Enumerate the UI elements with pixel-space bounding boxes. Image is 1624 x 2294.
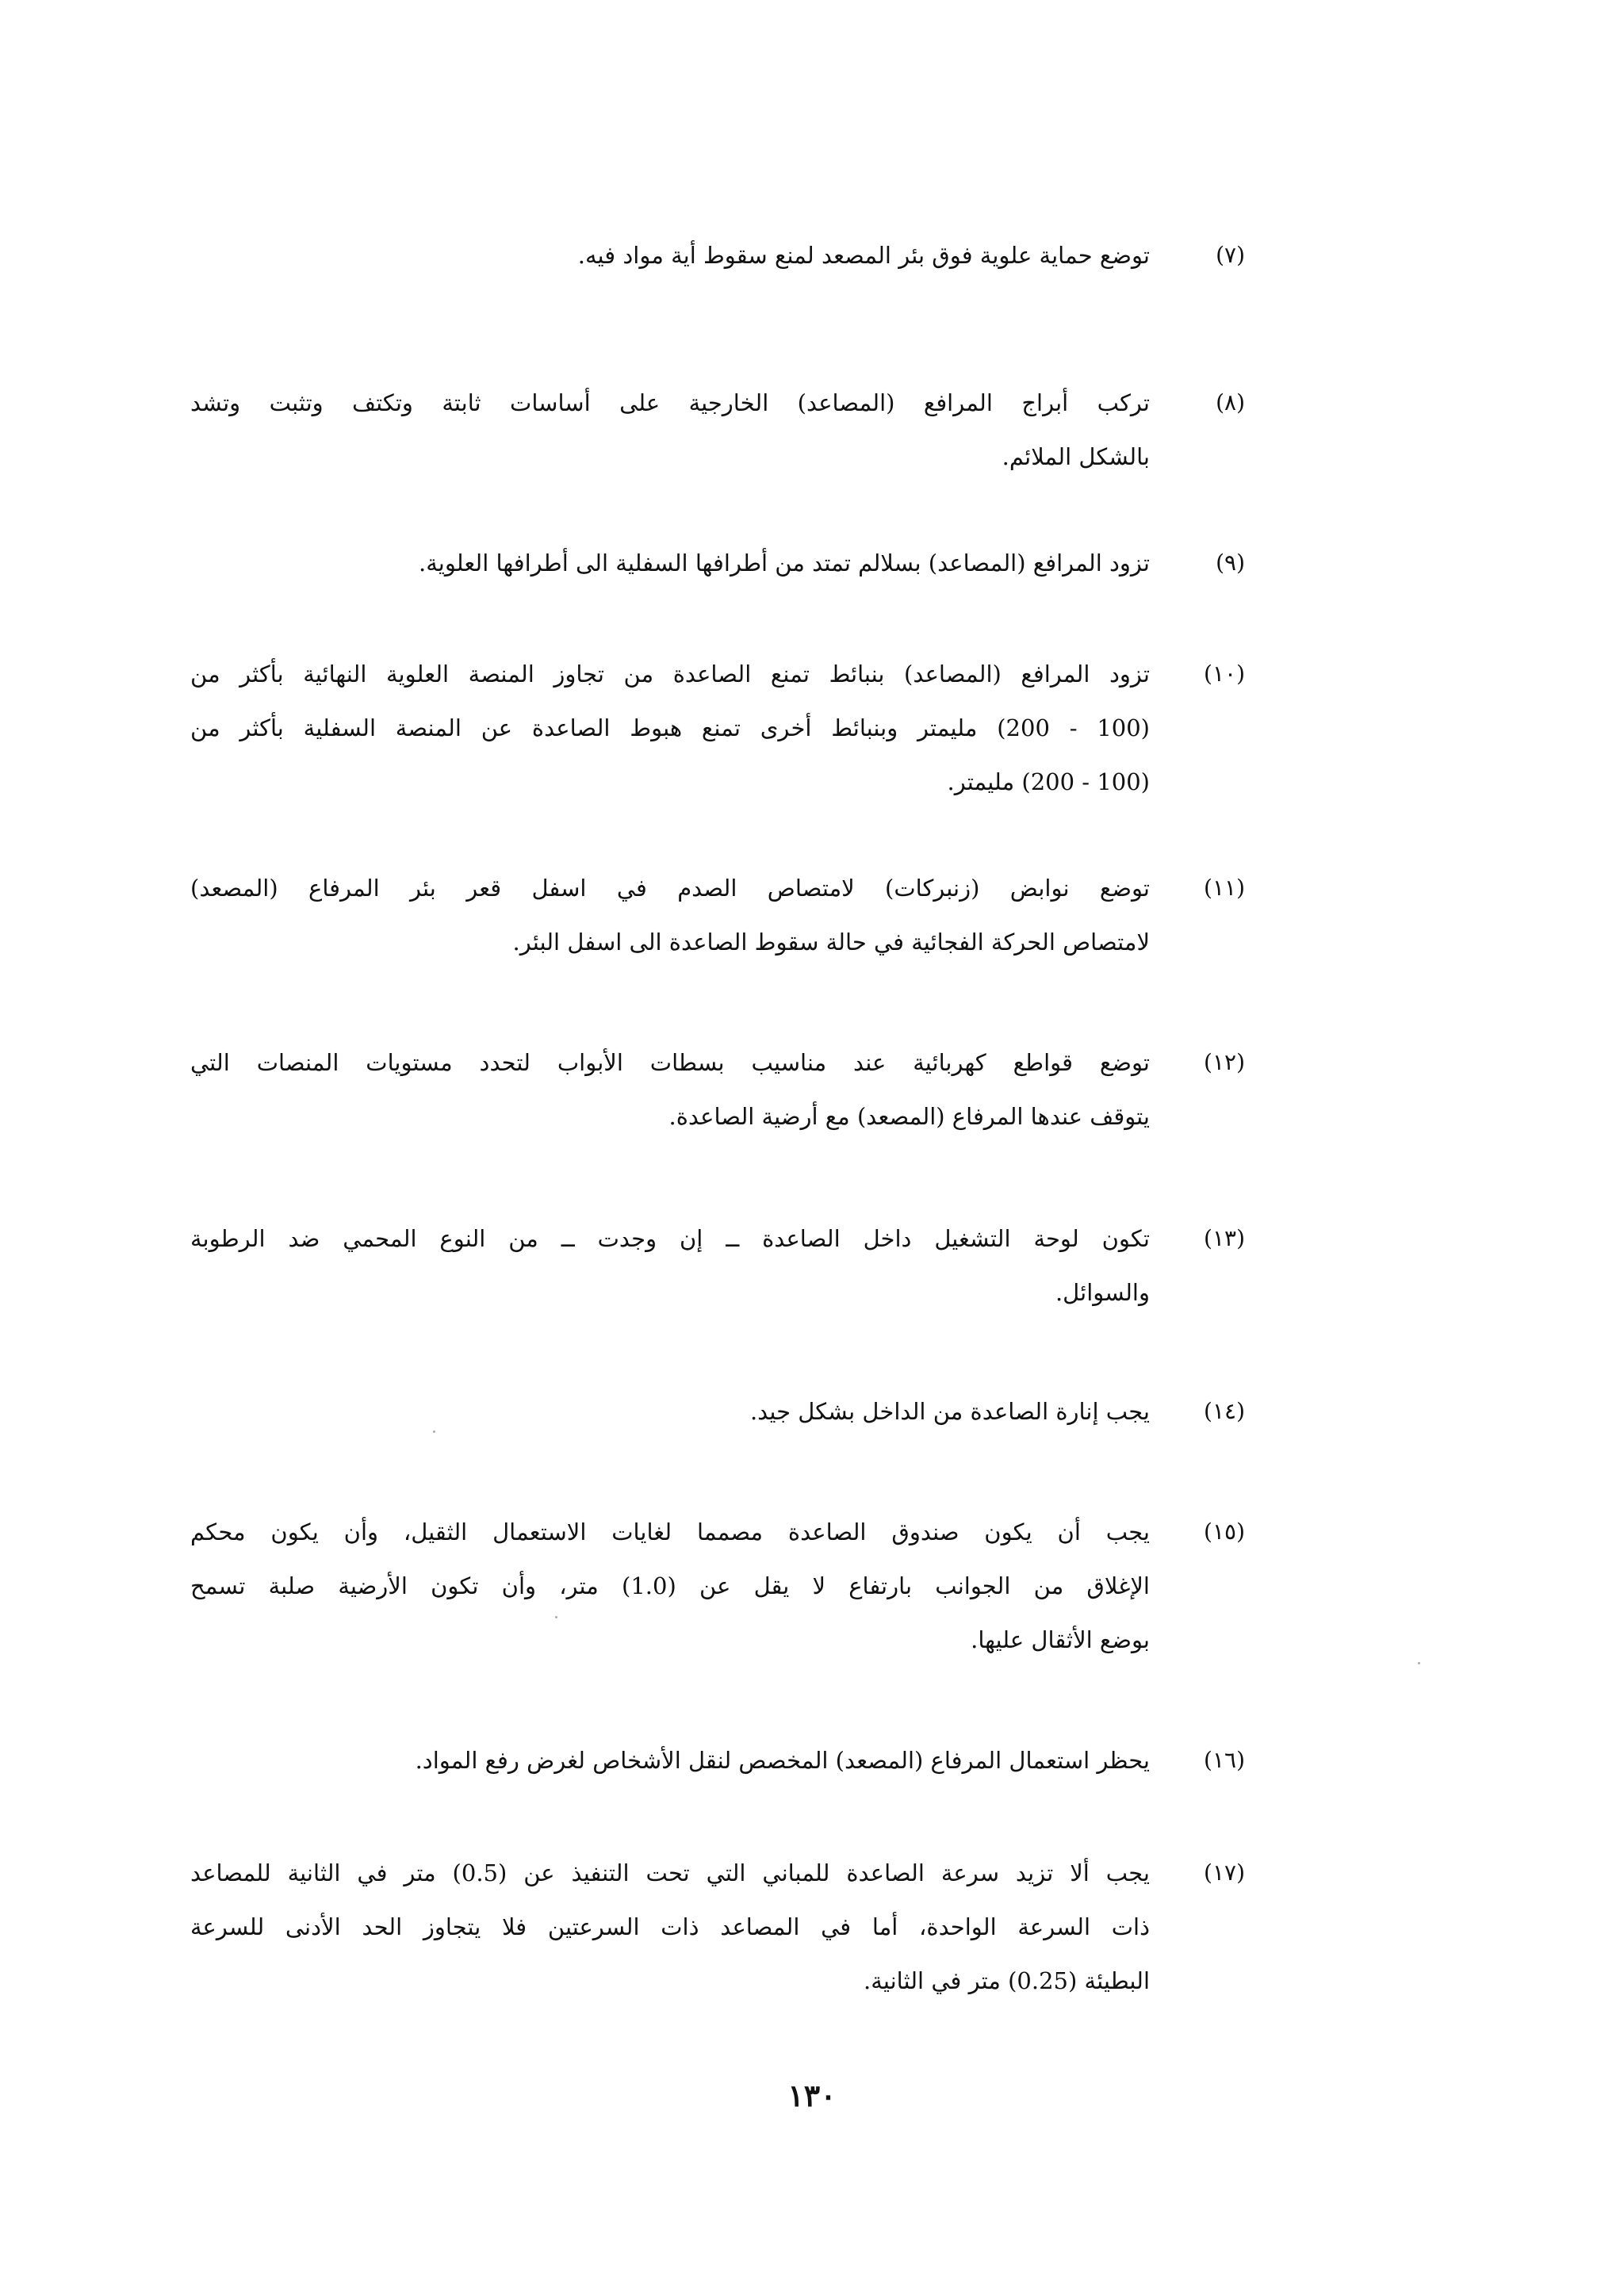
clause-number: (١٧) xyxy=(1204,1859,1245,1886)
clause-number: (٨) xyxy=(1216,389,1245,416)
clause-line: يجب أن يكون صندوق الصاعدة مصمما لغايات الاستعمال الثقيل، وأن يكون محكم xyxy=(190,1518,1150,1545)
clause-line: (100 - 200) مليمتر وبنبائط أخرى تمنع هبوط الصاعدة عن المنصة السفلية بأكثر من xyxy=(190,714,1150,741)
clause-number: (٩) xyxy=(1216,550,1245,576)
scan-speck xyxy=(1418,1662,1420,1664)
clause-16 xyxy=(190,1733,1245,1787)
clause-number: (١٦) xyxy=(1204,1747,1245,1773)
clause-line: لامتصاص الحركة الفجائية في حالة سقوط الصاعدة الى اسفل البئر. xyxy=(512,929,1150,956)
clause-line: والسوائل. xyxy=(1055,1279,1150,1306)
clause-line: (100 - 200) مليمتر. xyxy=(947,768,1150,795)
clause-text xyxy=(190,647,1150,809)
clause-15 xyxy=(190,1505,1245,1667)
clause-10 xyxy=(190,647,1245,809)
clause-17 xyxy=(190,1846,1245,2008)
clause-line: توضع قواطع كهربائية عند مناسيب بسطات الأبواب لتحدد مستويات المنصات التي xyxy=(190,1049,1150,1076)
clause-text xyxy=(190,1846,1150,2008)
clause-11 xyxy=(190,861,1245,969)
clause-text xyxy=(190,1036,1150,1143)
clause-text xyxy=(190,1505,1150,1667)
clause-line: تكون لوحة التشغيل داخل الصاعدة ــ إن وجدت ــ من النوع المحمي ضد الرطوبة xyxy=(190,1225,1150,1252)
clause-number: (١٠) xyxy=(1204,661,1245,687)
clause-number: (١٣) xyxy=(1204,1225,1245,1251)
clause-line: بوضع الأثقال عليها. xyxy=(971,1626,1150,1653)
clause-line: توضع حماية علوية فوق بئر المصعد لمنع سقوط أية مواد فيه. xyxy=(577,242,1150,269)
clause-line: يحظر استعمال المرفاع (المصعد) المخصص لنقل الأشخاص لغرض رفع المواد. xyxy=(415,1747,1150,1774)
clause-number: (١٤) xyxy=(1204,1398,1245,1424)
clause-line: تركب أبراج المرافع (المصاعد) الخارجية على أساسات ثابتة وتكتف وتثبت وتشد xyxy=(190,389,1150,416)
clause-line: يجب ألا تزيد سرعة الصاعدة للمباني التي تحت التنفيذ عن (0.5) متر في الثانية للمصاعد xyxy=(190,1859,1150,1886)
clause-text xyxy=(190,1384,1150,1438)
clause-text xyxy=(190,1212,1150,1319)
page-number: ١٣٠ xyxy=(787,2078,837,2113)
clause-line: يتوقف عندها المرفاع (المصعد) مع أرضية الصاعدة. xyxy=(668,1103,1150,1130)
clause-text xyxy=(190,1733,1150,1787)
clause-7 xyxy=(190,228,1245,282)
clause-line: الإغلاق من الجوانب بارتفاع لا يقل عن (1.0) متر، وأن تكون الأرضية صلبة تسمح xyxy=(190,1572,1150,1599)
clause-text xyxy=(190,861,1150,969)
clause-line: بالشكل الملائم. xyxy=(1002,443,1150,470)
clause-line: تزود المرافع (المصاعد) بسلالم تمتد من أطرافها السفلية الى أطرافها العلوية. xyxy=(418,550,1150,576)
clause-line: البطيئة (0.25) متر في الثانية. xyxy=(864,1967,1150,1994)
clause-text xyxy=(190,228,1150,282)
clause-number: (١٥) xyxy=(1204,1518,1245,1545)
clause-line: تزود المرافع (المصاعد) بنبائط تمنع الصاعدة من تجاوز المنصة العلوية النهائية بأكثر من xyxy=(190,661,1150,687)
clause-text xyxy=(190,376,1150,484)
clause-line: يجب إنارة الصاعدة من الداخل بشكل جيد. xyxy=(749,1398,1150,1425)
clause-9 xyxy=(190,536,1245,590)
clause-line: توضع نوابض (زنبركات) لامتصاص الصدم في اسفل قعر بئر المرفاع (المصعد) xyxy=(190,875,1150,902)
clause-number: (١١) xyxy=(1204,875,1245,901)
clause-number: (١٢) xyxy=(1204,1049,1245,1075)
clause-13 xyxy=(190,1212,1245,1319)
clause-14 xyxy=(190,1384,1245,1438)
clause-12 xyxy=(190,1036,1245,1143)
scan-speck xyxy=(555,1616,557,1618)
clause-number: (٧) xyxy=(1216,242,1245,268)
scan-speck xyxy=(433,1430,435,1433)
clause-line: ذات السرعة الواحدة، أما في المصاعد ذات السرعتين فلا يتجاوز الحد الأدنى للسرعة xyxy=(190,1913,1150,1940)
clause-8 xyxy=(190,376,1245,484)
clause-text xyxy=(190,536,1150,590)
